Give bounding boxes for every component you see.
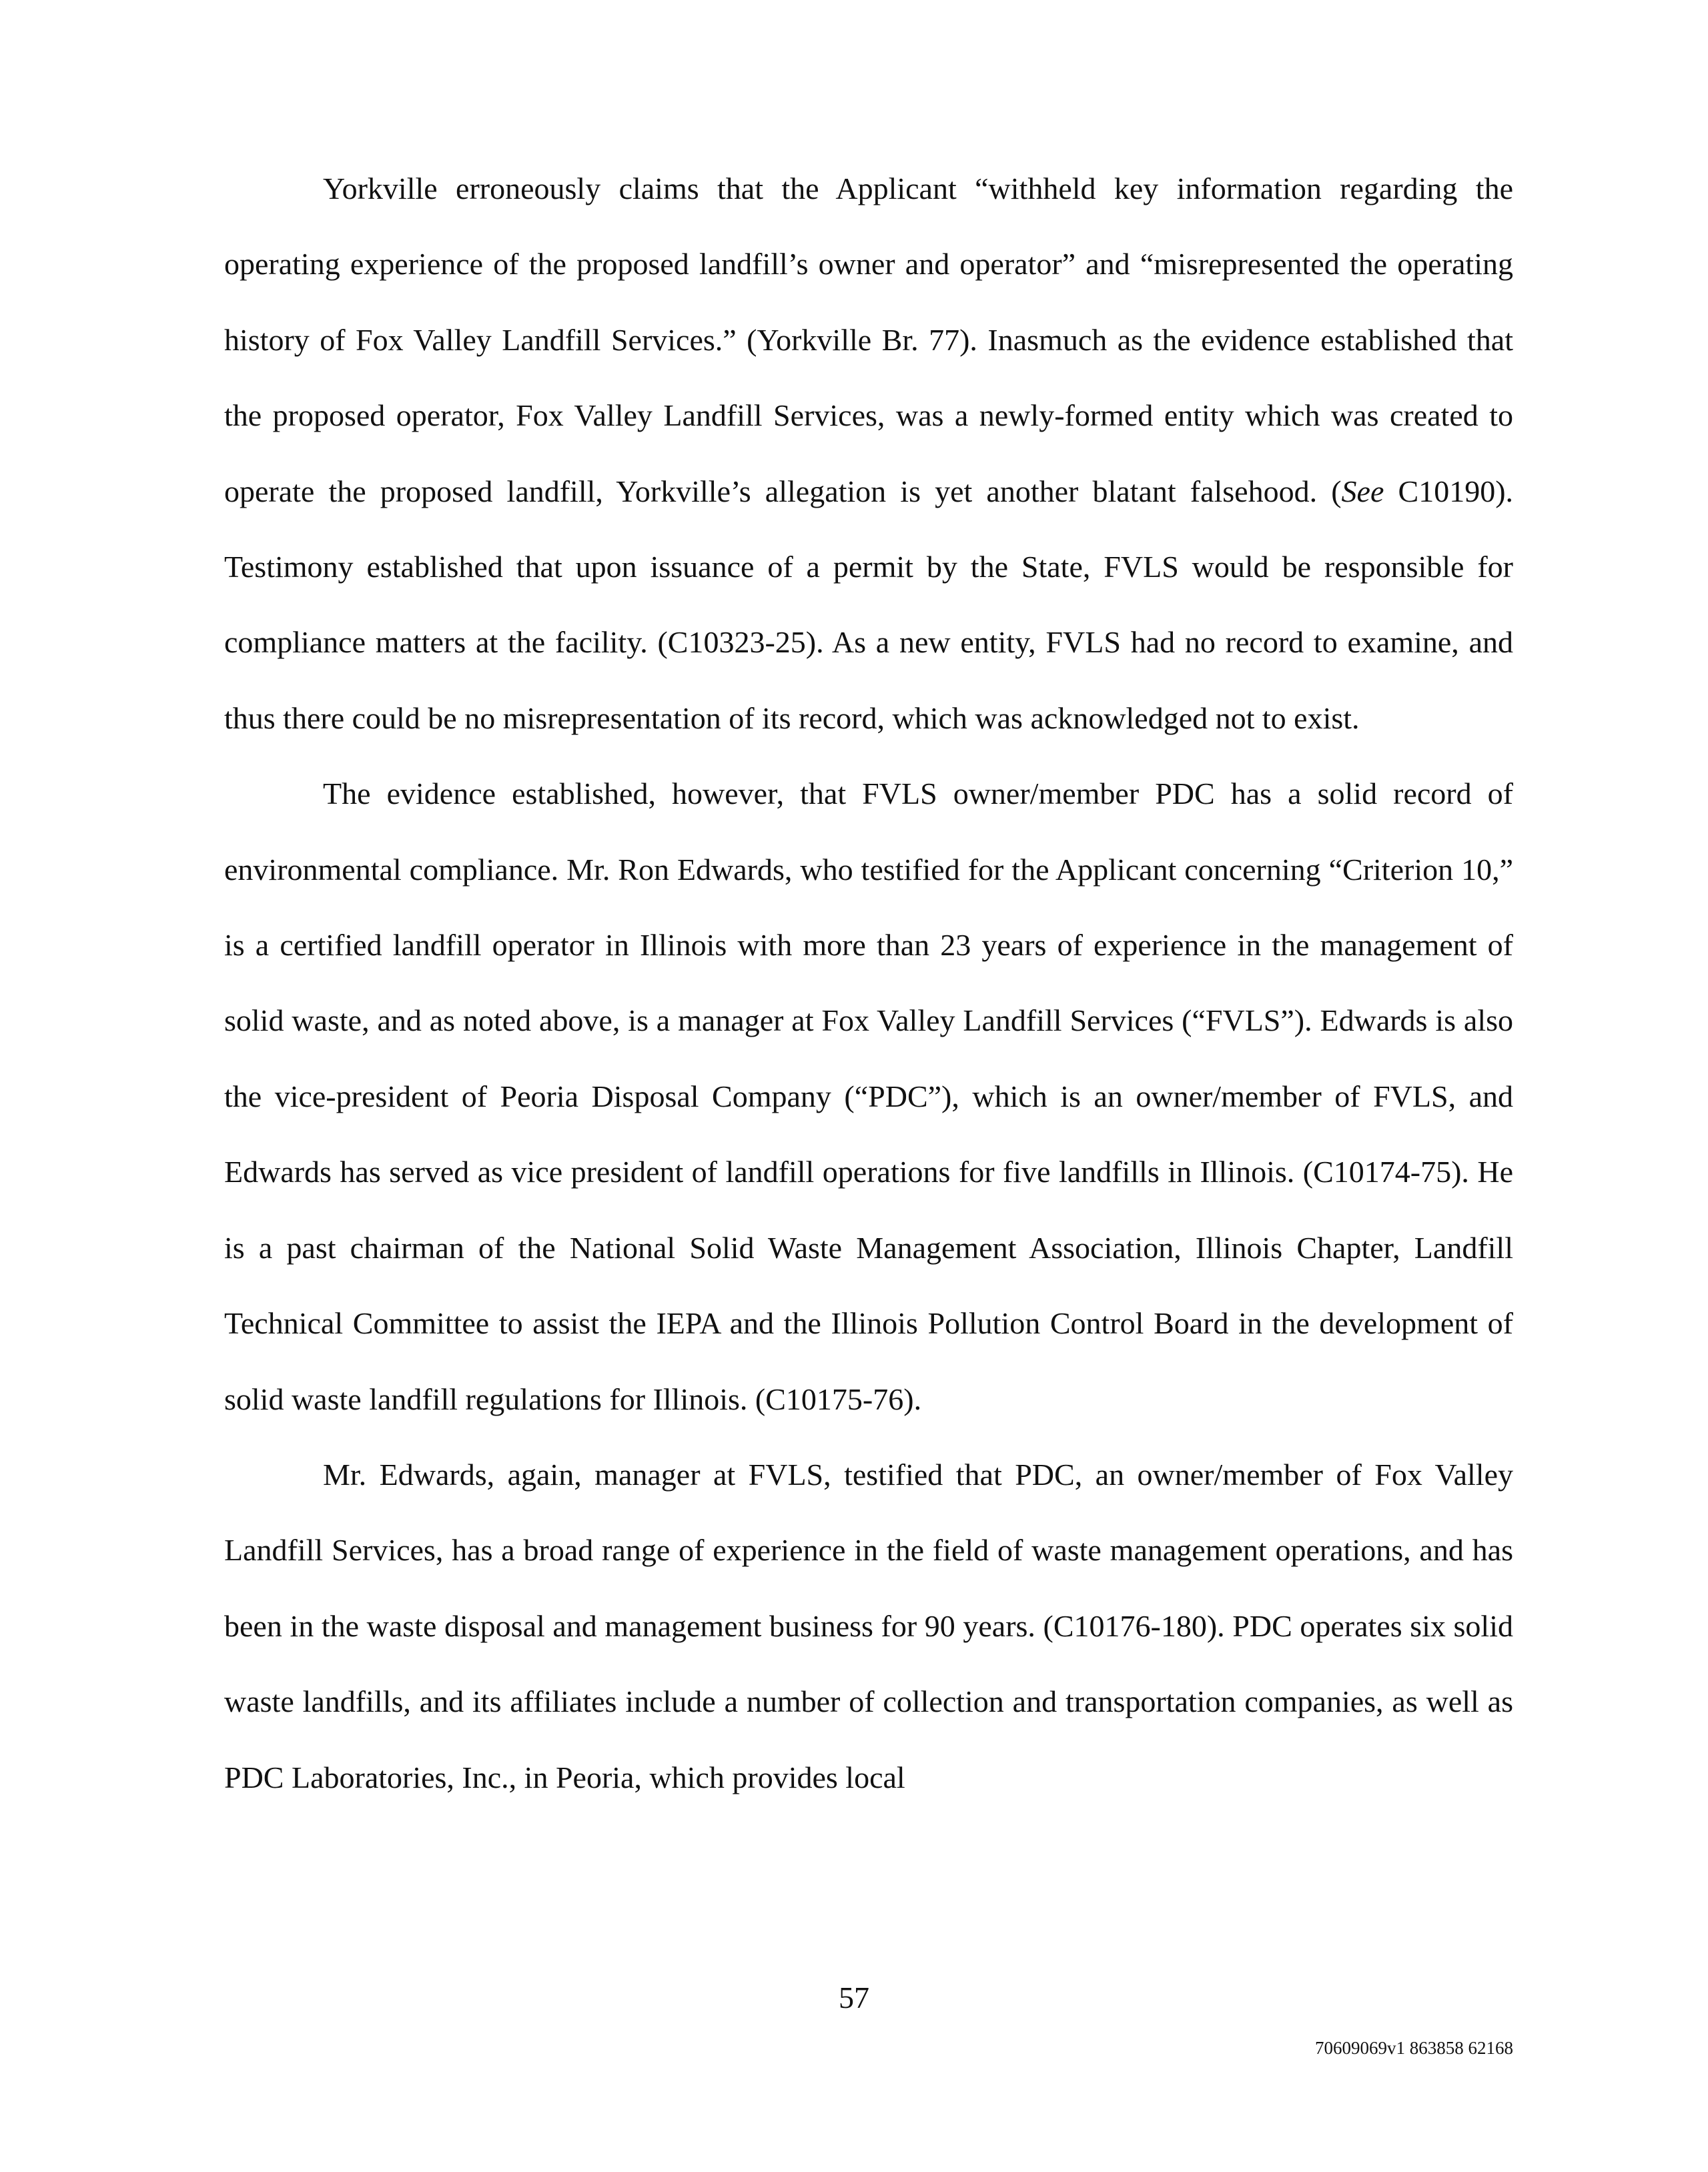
paragraph-2: The evidence established, however, that FVLS owner/member PDC has a solid record of environmental compliance. Mr. Ron Edwards, who testified for the Applicant concerning “Criterion 10,” is a certified landfill operator in Illinois with more than 23 years of experience in the management of solid waste, and as noted above, is a manager at Fox Valley Landfill Services (“FVLS”). Edwards is also the vice-president of Peoria Disposal Company (“PDC”), which is an owner/member of FVLS, and Edwards has served as vice president of landfill operations for five landfills in Illinois. (C10174-75). He is a past chairman of the National Solid Waste Management Association, Illinois Chapter, Landfill Technical Committee to assist the IEPA and the Illinois Pollution Control Board in the development of solid waste landfill regulations for Illinois. (C10175-76). (224, 776, 1513, 1416)
paragraph-3: Mr. Edwards, again, manager at FVLS, testified that PDC, an owner/member of Fox Valley Landfill Services, has a broad range of experience in the field of waste management operations, and has been in the waste disposal and management business for 90 years. (C10176-180). PDC operates six solid waste landfills, and its affiliates include a number of collection and transportation companies, as well as PDC Laboratories, Inc., in Peoria, which provides local (224, 1457, 1513, 1794)
paragraph-1-text-b: C10190). Testimony established that upon issuance of a permit by the State, FVLS would be responsible for compliance matters at the facility. (C10323-25). As a new entity, FVLS had no record to examine, and thus there could be no misrepresentation of its record, which was acknowledged not to exist. (224, 474, 1514, 735)
signal-see: See (1341, 474, 1384, 508)
paragraph-1-text-a: Yorkville erroneously claims that the Applicant “withheld key information regarding the operating experience of the proposed landfill’s owner and operator” and “misrepresented the operating history of Fox Valley Landfill Services.” (Yorkville Br. 77). Inasmuch as the evidence established that the proposed operator, Fox Valley Landfill Services, was a newly-formed entity which was created to operate the proposed landfill, Yorkville’s allegation is yet another blatant falsehood. ( (224, 171, 1513, 508)
document-body (224, 151, 1513, 1815)
page-number: 57 (839, 1981, 869, 2015)
paragraph-1 (224, 151, 1513, 756)
document-id-footer: 70609069v1 863858 62168 (1315, 2038, 1513, 2058)
